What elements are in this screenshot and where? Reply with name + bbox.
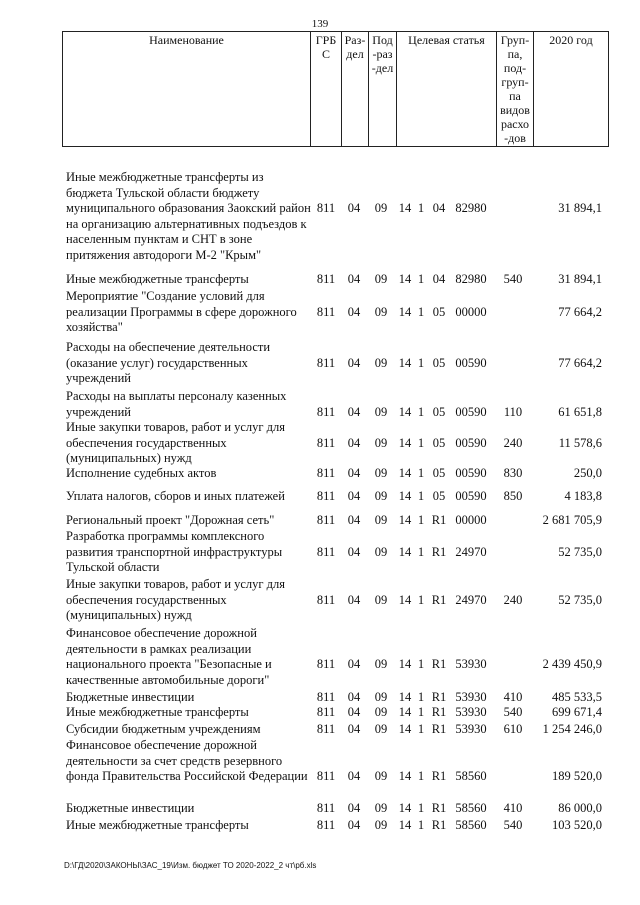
page-number: 139 xyxy=(311,18,329,30)
row-target-program: 14 xyxy=(398,801,412,815)
row-target-subprogram: 1 xyxy=(417,489,425,503)
row-target-event: R1 xyxy=(431,592,447,607)
row-podrazdel: 09 xyxy=(374,801,388,815)
row-amount: 11 578,6 xyxy=(558,435,602,450)
row-grbs: 811 xyxy=(316,201,336,216)
row-razdel: 04 xyxy=(347,690,361,704)
row-grbs: 811 xyxy=(316,435,336,450)
row-target-event: 05 xyxy=(432,489,446,503)
row-podrazdel: 09 xyxy=(374,466,388,480)
row-razdel: 04 xyxy=(347,722,361,736)
row-target-event: 05 xyxy=(432,404,446,419)
row-amount: 77 664,2 xyxy=(558,355,602,370)
row-podrazdel: 09 xyxy=(374,818,388,832)
row-grbs: 811 xyxy=(316,801,336,815)
row-target-direction: 53930 xyxy=(455,690,487,704)
row-vid-group: 610 xyxy=(503,722,523,736)
row-target-subprogram: 1 xyxy=(417,705,425,719)
row-grbs: 811 xyxy=(316,818,336,832)
row-target-subprogram: 1 xyxy=(417,690,425,704)
row-podrazdel: 09 xyxy=(374,705,388,719)
row-razdel: 04 xyxy=(347,801,361,815)
row-target-direction: 00590 xyxy=(455,404,487,419)
row-target-program: 14 xyxy=(398,435,412,450)
row-name: Бюджетные инвестиции xyxy=(66,690,195,704)
row-target-program: 14 xyxy=(398,722,412,736)
row-amount: 485 533,5 xyxy=(552,690,602,704)
row-target-program: 14 xyxy=(398,466,412,480)
row-razdel: 04 xyxy=(347,304,361,319)
row-target-subprogram: 1 xyxy=(417,355,425,370)
header-year: 2020 год xyxy=(534,32,609,147)
row-razdel: 04 xyxy=(347,657,361,672)
row-vid-group: 410 xyxy=(503,690,523,704)
row-name: Региональный проект "Дорожная сеть" xyxy=(66,513,275,527)
row-amount: 4 183,8 xyxy=(564,489,602,503)
row-target-subprogram: 1 xyxy=(417,592,425,607)
row-podrazdel: 09 xyxy=(374,272,388,286)
row-vid-group: 540 xyxy=(503,272,523,286)
row-vid-group: 410 xyxy=(503,801,523,815)
row-target-event: 05 xyxy=(432,304,446,319)
row-amount: 77 664,2 xyxy=(558,304,602,319)
row-target-subprogram: 1 xyxy=(417,435,425,450)
row-amount: 31 894,1 xyxy=(558,201,602,216)
row-grbs: 811 xyxy=(316,304,336,319)
row-razdel: 04 xyxy=(347,201,361,216)
row-amount: 2 681 705,9 xyxy=(542,513,602,527)
row-target-direction: 00590 xyxy=(455,435,487,450)
row-name: Финансовое обеспечение дорожной деятельности за счет средств резервного фонда Правительства Российской Федерации xyxy=(66,738,308,784)
row-target-direction: 24970 xyxy=(455,592,487,607)
row-target-event: 04 xyxy=(432,201,446,216)
row-name: Иные межбюджетные трансферты xyxy=(66,818,249,832)
row-target-subprogram: 1 xyxy=(417,818,425,832)
row-target-event: 05 xyxy=(432,466,446,480)
row-name: Иные межбюджетные трансферты xyxy=(66,705,249,719)
header-name: Наименование xyxy=(63,32,311,147)
row-razdel: 04 xyxy=(347,404,361,419)
row-grbs: 811 xyxy=(316,544,336,559)
row-target-subprogram: 1 xyxy=(417,272,425,286)
row-name: Бюджетные инвестиции xyxy=(66,801,195,815)
row-target-event: R1 xyxy=(431,690,447,704)
row-podrazdel: 09 xyxy=(374,489,388,503)
row-podrazdel: 09 xyxy=(374,201,388,216)
row-podrazdel: 09 xyxy=(374,355,388,370)
row-target-direction: 00000 xyxy=(455,304,487,319)
row-grbs: 811 xyxy=(316,355,336,370)
row-name: Мероприятие "Создание условий для реализации Программы в сфере дорожного хозяйства" xyxy=(66,289,297,335)
row-target-event: 04 xyxy=(432,272,446,286)
row-target-direction: 82980 xyxy=(455,201,487,216)
row-vid-group: 110 xyxy=(503,404,523,419)
row-target-program: 14 xyxy=(398,592,412,607)
row-target-program: 14 xyxy=(398,690,412,704)
row-grbs: 811 xyxy=(316,690,336,704)
row-amount: 86 000,0 xyxy=(558,801,602,815)
row-razdel: 04 xyxy=(347,705,361,719)
row-podrazdel: 09 xyxy=(374,592,388,607)
row-target-subprogram: 1 xyxy=(417,304,425,319)
row-amount: 2 439 450,9 xyxy=(542,657,602,672)
row-target-program: 14 xyxy=(398,769,412,784)
row-razdel: 04 xyxy=(347,435,361,450)
row-name: Иные межбюджетные трансферты xyxy=(66,272,249,286)
row-grbs: 811 xyxy=(316,592,336,607)
row-grbs: 811 xyxy=(316,705,336,719)
row-target-event: 05 xyxy=(432,435,446,450)
row-vid-group: 240 xyxy=(503,592,523,607)
row-target-subprogram: 1 xyxy=(417,722,425,736)
row-amount: 103 520,0 xyxy=(552,818,602,832)
row-podrazdel: 09 xyxy=(374,769,388,784)
row-target-direction: 53930 xyxy=(455,722,487,736)
row-name: Уплата налогов, сборов и иных платежей xyxy=(66,489,285,503)
row-amount: 61 651,8 xyxy=(558,404,602,419)
row-target-subprogram: 1 xyxy=(417,769,425,784)
row-target-event: R1 xyxy=(431,818,447,832)
row-amount: 699 671,4 xyxy=(552,705,602,719)
row-razdel: 04 xyxy=(347,818,361,832)
row-target-direction: 58560 xyxy=(455,818,487,832)
row-target-subprogram: 1 xyxy=(417,466,425,480)
row-target-direction: 53930 xyxy=(455,705,487,719)
file-path-footer: D:\ГД\2020\ЗАКОНЫ\ЗАС_19\Изм. бюджет ТО 2020-2022_2 чт\рб.xls xyxy=(64,861,317,870)
row-podrazdel: 09 xyxy=(374,513,388,527)
row-target-program: 14 xyxy=(398,489,412,503)
row-target-program: 14 xyxy=(398,272,412,286)
row-target-program: 14 xyxy=(398,404,412,419)
row-razdel: 04 xyxy=(347,489,361,503)
row-razdel: 04 xyxy=(347,272,361,286)
row-vid-group: 850 xyxy=(503,489,523,503)
row-target-subprogram: 1 xyxy=(417,801,425,815)
row-target-subprogram: 1 xyxy=(417,657,425,672)
row-target-direction: 82980 xyxy=(455,272,487,286)
row-target-program: 14 xyxy=(398,705,412,719)
row-podrazdel: 09 xyxy=(374,722,388,736)
row-name: Субсидии бюджетным учреждениям xyxy=(66,722,261,736)
row-amount: 250,0 xyxy=(573,466,602,480)
row-amount: 1 254 246,0 xyxy=(542,722,602,736)
row-target-direction: 00590 xyxy=(455,466,487,480)
row-target-program: 14 xyxy=(398,355,412,370)
row-target-event: R1 xyxy=(431,513,447,527)
row-target-event: R1 xyxy=(431,769,447,784)
row-target-subprogram: 1 xyxy=(417,404,425,419)
row-name: Финансовое обеспечение дорожной деятельности в рамках реализации национального проекта "Безопасные и качественные автомобильные дороги" xyxy=(66,626,272,687)
row-target-direction: 24970 xyxy=(455,544,487,559)
row-vid-group: 540 xyxy=(503,818,523,832)
row-vid-group: 240 xyxy=(503,435,523,450)
row-target-direction: 58560 xyxy=(455,769,487,784)
row-name: Исполнение судебных актов xyxy=(66,466,217,480)
row-grbs: 811 xyxy=(316,657,336,672)
row-target-program: 14 xyxy=(398,544,412,559)
row-target-program: 14 xyxy=(398,657,412,672)
row-target-subprogram: 1 xyxy=(417,201,425,216)
row-name: Иные межбюджетные трансферты из бюджета Тульской области бюджету муниципального образования Заокский район на организацию альтернативных подъездов к населенным пунктам и СНТ в зоне притяжения автодороги М-2 "Крым" xyxy=(66,170,311,262)
row-podrazdel: 09 xyxy=(374,544,388,559)
row-razdel: 04 xyxy=(347,592,361,607)
row-amount: 31 894,1 xyxy=(558,272,602,286)
row-grbs: 811 xyxy=(316,466,336,480)
row-grbs: 811 xyxy=(316,769,336,784)
row-podrazdel: 09 xyxy=(374,404,388,419)
row-target-direction: 00000 xyxy=(455,513,487,527)
row-grbs: 811 xyxy=(316,489,336,503)
header-grbs: ГРБС xyxy=(311,32,342,147)
row-name: Расходы на выплаты персоналу казенных учреждений xyxy=(66,389,287,419)
row-razdel: 04 xyxy=(347,355,361,370)
row-grbs: 811 xyxy=(316,722,336,736)
row-target-subprogram: 1 xyxy=(417,513,425,527)
header-target-article: Целевая статья xyxy=(397,32,497,147)
row-razdel: 04 xyxy=(347,769,361,784)
header-razdel: Раз-дел xyxy=(342,32,369,147)
row-name: Иные закупки товаров, работ и услуг для обеспечения государственных (муниципальных) нужд xyxy=(66,420,286,466)
row-target-event: R1 xyxy=(431,705,447,719)
row-target-direction: 53930 xyxy=(455,657,487,672)
row-target-program: 14 xyxy=(398,304,412,319)
row-target-event: R1 xyxy=(431,801,447,815)
row-grbs: 811 xyxy=(316,272,336,286)
row-podrazdel: 09 xyxy=(374,690,388,704)
row-grbs: 811 xyxy=(316,513,336,527)
header-podrazdel: Под-раз-дел xyxy=(369,32,397,147)
row-podrazdel: 09 xyxy=(374,657,388,672)
row-target-program: 14 xyxy=(398,201,412,216)
row-target-event: R1 xyxy=(431,722,447,736)
row-target-event: R1 xyxy=(431,657,447,672)
row-target-direction: 00590 xyxy=(455,489,487,503)
row-podrazdel: 09 xyxy=(374,435,388,450)
row-amount: 52 735,0 xyxy=(558,544,602,559)
row-target-program: 14 xyxy=(398,818,412,832)
row-razdel: 04 xyxy=(347,544,361,559)
row-razdel: 04 xyxy=(347,466,361,480)
row-podrazdel: 09 xyxy=(374,304,388,319)
row-razdel: 04 xyxy=(347,513,361,527)
header-vid-group: Груп-па, под-груп-па видов расхо-дов xyxy=(497,32,534,147)
row-target-event: 05 xyxy=(432,355,446,370)
row-target-direction: 58560 xyxy=(455,801,487,815)
row-vid-group: 830 xyxy=(503,466,523,480)
row-vid-group: 540 xyxy=(503,705,523,719)
row-amount: 52 735,0 xyxy=(558,592,602,607)
row-target-event: R1 xyxy=(431,544,447,559)
row-target-subprogram: 1 xyxy=(417,544,425,559)
row-grbs: 811 xyxy=(316,404,336,419)
row-name: Разработка программы комплексного развития транспортной инфраструктуры Тульской области xyxy=(66,529,283,575)
row-name: Иные закупки товаров, работ и услуг для обеспечения государственных (муниципальных) нужд xyxy=(66,577,286,623)
row-target-direction: 00590 xyxy=(455,355,487,370)
row-amount: 189 520,0 xyxy=(552,769,602,784)
row-target-program: 14 xyxy=(398,513,412,527)
row-name: Расходы на обеспечение деятельности (оказание услуг) государственных учреждений xyxy=(66,340,271,386)
